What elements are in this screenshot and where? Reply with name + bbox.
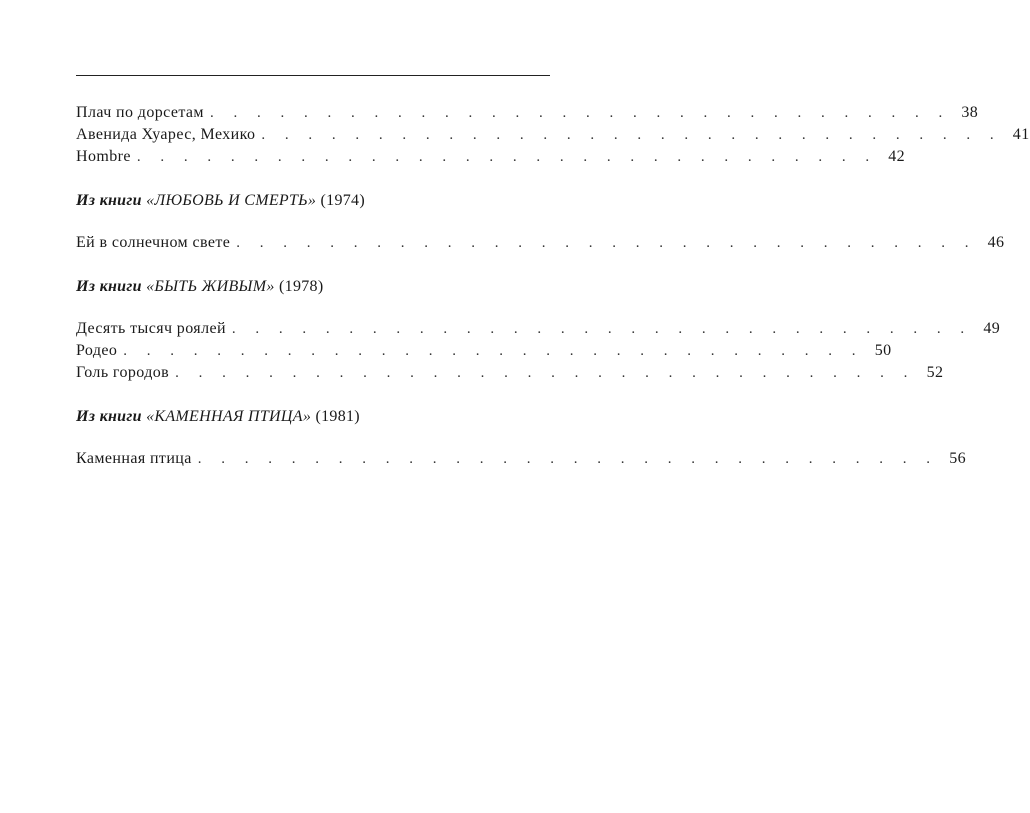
dot-leader: . . . . . . . . . . . . . . . . . . . . . . . . . . . . . . . . bbox=[236, 235, 977, 251]
section-book-title: «КАМЕННАЯ ПТИЦА» bbox=[146, 408, 312, 425]
section-heading bbox=[76, 408, 550, 430]
toc-entry bbox=[76, 342, 892, 364]
entry-title: Десять тысяч роялей bbox=[76, 320, 226, 337]
entry-page-number: 46 bbox=[987, 234, 1005, 251]
section-year: (1978) bbox=[279, 278, 324, 295]
section-book-title: «БЫТЬ ЖИВЫМ» bbox=[146, 278, 275, 295]
section-year: (1974) bbox=[320, 192, 365, 209]
entry-page-number: 41 bbox=[1012, 126, 1030, 143]
section-heading-prefix: Из книги bbox=[76, 192, 142, 209]
entry-page-number: 49 bbox=[983, 320, 1001, 337]
entry-title: Hombre bbox=[76, 148, 131, 165]
toc-entry bbox=[76, 126, 1030, 148]
entry-page-number: 50 bbox=[874, 342, 892, 359]
entry-page-number: 52 bbox=[926, 364, 944, 381]
dot-leader: . . . . . . . . . . . . . . . . . . . . . . . . . . . . . . . . bbox=[197, 451, 939, 467]
dot-leader: . . . . . . . . . . . . . . . . . . . . . . . . . . . . . . . . bbox=[123, 343, 864, 359]
toc-entry bbox=[76, 364, 944, 386]
entry-title: Каменная птица bbox=[76, 450, 192, 467]
entry-title: Родео bbox=[76, 342, 118, 359]
entry-title: Плач по дорсетам bbox=[76, 104, 204, 121]
section-heading-prefix: Из книги bbox=[76, 408, 142, 425]
dot-leader: . . . . . . . . . . . . . . . . . . . . . . . . . . . . . . . . bbox=[175, 365, 916, 381]
toc-entry bbox=[76, 450, 967, 472]
section-year: (1981) bbox=[315, 408, 360, 425]
entry-page-number: 38 bbox=[961, 104, 979, 121]
entry-page-number: 42 bbox=[888, 148, 906, 165]
section-heading bbox=[76, 192, 550, 214]
section-heading-prefix: Из книги bbox=[76, 278, 142, 295]
dot-leader: . . . . . . . . . . . . . . . . . . . . . . . . . . . . . . . . bbox=[209, 105, 951, 121]
table-of-contents bbox=[76, 104, 1030, 472]
section-heading bbox=[76, 278, 550, 300]
entry-title: Ей в солнечном свете bbox=[76, 234, 231, 251]
dot-leader: . . . . . . . . . . . . . . . . . . . . . . . . . . . . . . . . bbox=[136, 149, 878, 165]
toc-entry bbox=[76, 320, 1001, 342]
toc-entry bbox=[76, 234, 1005, 256]
dot-leader: . . . . . . . . . . . . . . . . . . . . . . . . . . . . . . . . bbox=[231, 321, 973, 337]
entry-page-number: 56 bbox=[949, 450, 967, 467]
top-rule bbox=[76, 75, 550, 76]
dot-leader: . . . . . . . . . . . . . . . . . . . . . . . . . . . . . . . . bbox=[261, 127, 1002, 143]
entry-title: Голь городов bbox=[76, 364, 170, 381]
toc-entry bbox=[76, 148, 906, 170]
entry-title: Авенида Хуарес, Мехико bbox=[76, 126, 256, 143]
section-book-title: «ЛЮБОВЬ И СМЕРТЬ» bbox=[146, 192, 317, 209]
toc-entry bbox=[76, 104, 979, 126]
